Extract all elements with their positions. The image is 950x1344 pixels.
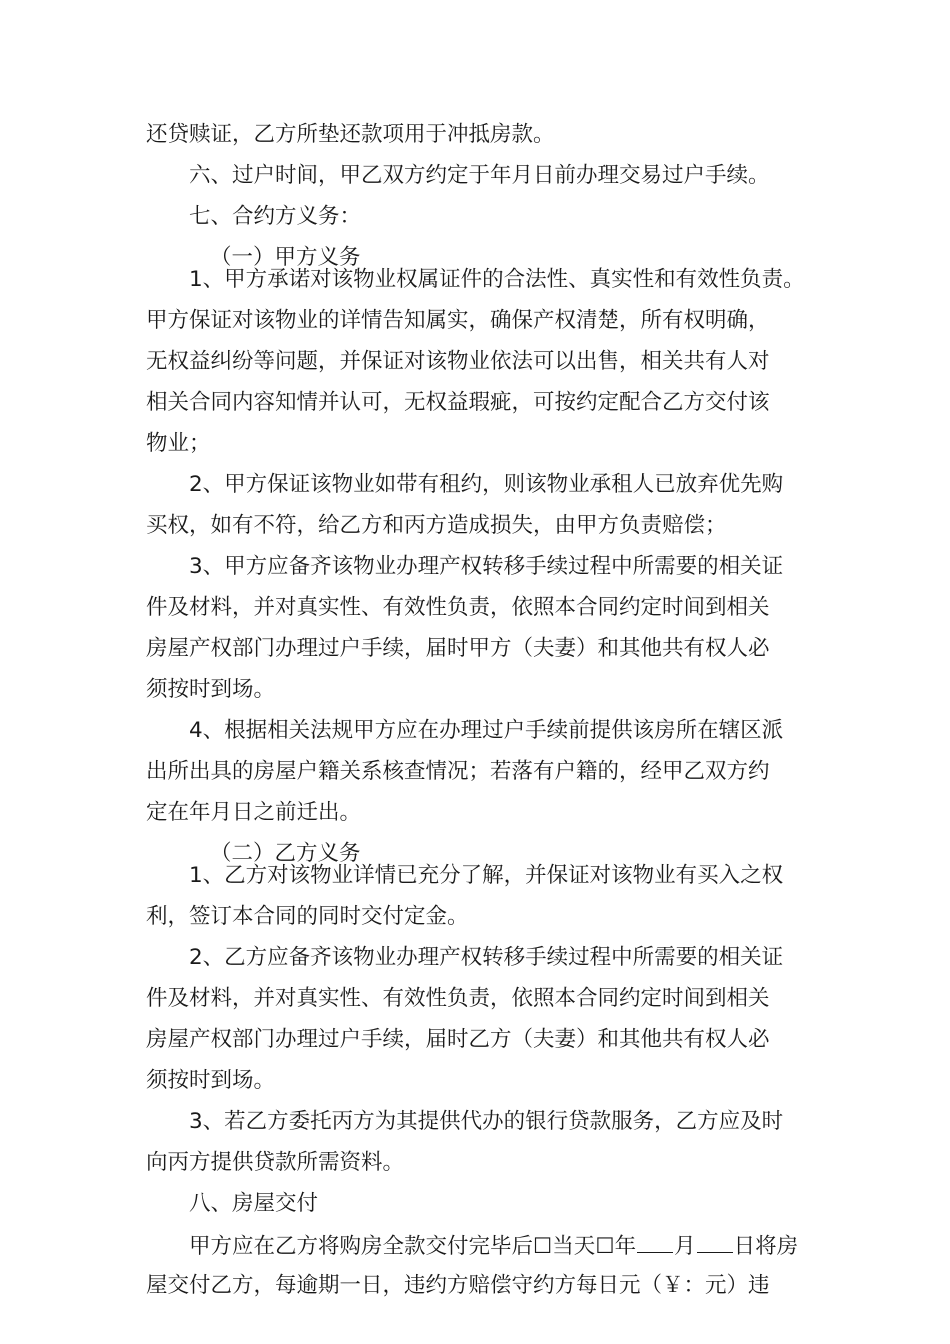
month-blank[interactable]: [637, 1230, 673, 1253]
text-line: 2、乙方应备齐该物业办理产权转移手续过程中所需要的相关证: [189, 945, 784, 970]
text-line: 2、甲方保证该物业如带有租约，则该物业承租人已放弃优先购: [189, 472, 784, 497]
text-line: 无权益纠纷等问题，并保证对该物业依法可以出售，相关共有人对: [146, 349, 770, 374]
text-line: 定在年月日之前迁出。: [146, 800, 362, 825]
text-line: 房屋产权部门办理过户手续，届时甲方（夫妻）和其他共有权人必: [146, 636, 770, 661]
text-line: 4、根据相关法规甲方应在办理过户手续前提供该房所在辖区派: [189, 718, 784, 743]
text-line: 甲方保证对该物业的详情告知属实，确保产权清楚，所有权明确，: [146, 308, 770, 333]
text-line: 还贷赎证，乙方所垫还款项用于冲抵房款。: [146, 122, 555, 147]
text-line: 物业；: [146, 431, 211, 456]
text-line: 出所出具的房屋户籍关系核查情况；若落有户籍的，经甲乙双方约: [146, 759, 770, 784]
day-blank[interactable]: [697, 1230, 733, 1253]
delivery-text-part4: 月: [674, 1234, 696, 1259]
text-line: 相关合同内容知情并认可，无权益瑕疵，可按约定配合乙方交付该: [146, 390, 770, 415]
party-a-obligations-heading: （一）甲方义务: [210, 245, 361, 270]
checkbox-date[interactable]: ☐: [595, 1234, 615, 1259]
delivery-text-part3: 年: [614, 1234, 637, 1259]
delivery-clause-line: [189, 1230, 798, 1262]
delivery-text-part5: 日将房: [733, 1234, 799, 1259]
text-line: 件及材料，并对真实性、有效性负责，依照本合同约定时间到相关: [146, 986, 770, 1011]
text-line: 1、甲方承诺对该物业权属证件的合法性、真实性和有效性负责。: [189, 267, 805, 292]
text-line: 房屋产权部门办理过户手续，届时乙方（夫妻）和其他共有权人必: [146, 1027, 770, 1052]
delivery-text-part2: 当天: [552, 1234, 596, 1259]
text-line: 3、甲方应备齐该物业办理产权转移手续过程中所需要的相关证: [189, 554, 784, 579]
text-line: 须按时到场。: [146, 677, 276, 702]
text-line: 利，签订本合同的同时交付定金。: [146, 904, 469, 929]
text-line: 向丙方提供贷款所需资料。: [146, 1150, 405, 1175]
text-line: 须按时到场。: [146, 1068, 276, 1093]
section-eight-heading: 八、房屋交付: [189, 1191, 319, 1216]
text-line: 1、乙方对该物业详情已充分了解，并保证对该物业有买入之权: [189, 863, 784, 888]
text-line: 件及材料，并对真实性、有效性负责，依照本合同约定时间到相关: [146, 595, 770, 620]
text-line: 买权，如有不符，给乙方和丙方造成损失，由甲方负责赔偿；: [146, 513, 727, 538]
section-seven-heading: 七、合约方义务：: [189, 204, 362, 229]
checkbox-same-day[interactable]: ☐: [533, 1234, 553, 1259]
delivery-text-part1: 甲方应在乙方将购房全款交付完毕后: [189, 1234, 534, 1259]
section-six-line: 六、过户时间，甲乙双方约定于年月日前办理交易过户手续。: [189, 163, 770, 188]
text-line: 3、若乙方委托丙方为其提供代办的银行贷款服务，乙方应及时: [189, 1109, 784, 1134]
text-line: 屋交付乙方，每逾期一日，违约方赔偿守约方每日元（￥：元）违: [146, 1273, 770, 1298]
party-b-obligations-heading: （二）乙方义务: [210, 841, 361, 866]
